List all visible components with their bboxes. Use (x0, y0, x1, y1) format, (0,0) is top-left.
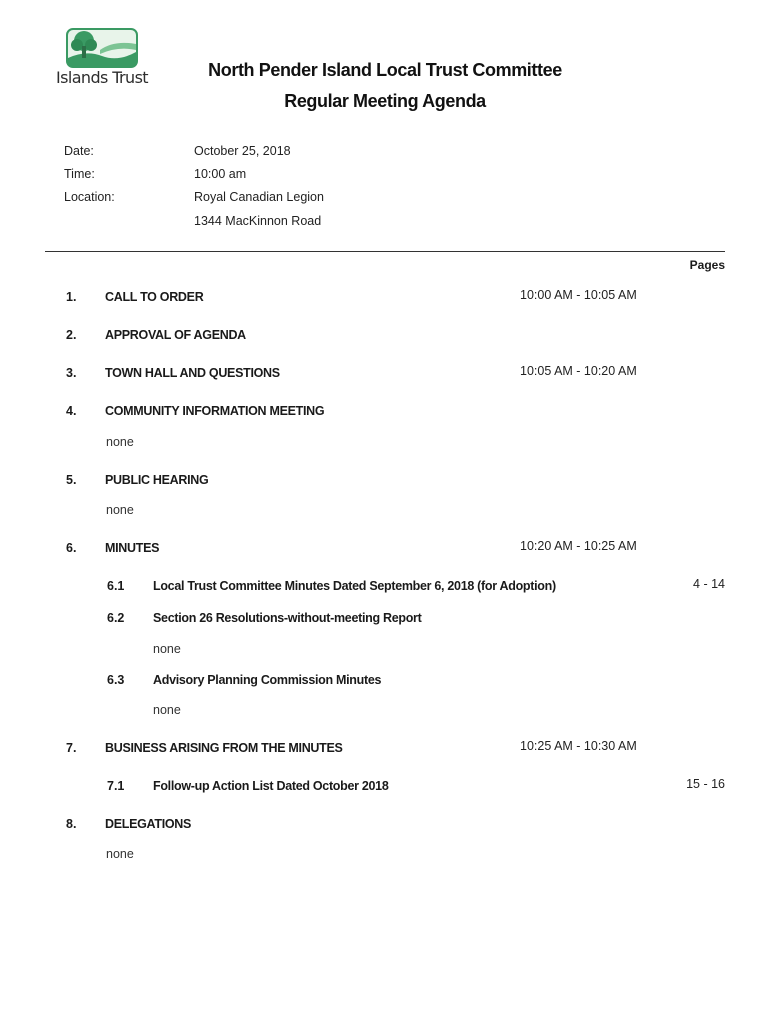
divider (45, 251, 725, 252)
agenda-item-number: 7. (66, 741, 77, 755)
time-value: 10:00 am (194, 167, 247, 181)
agenda-item-title: COMMUNITY INFORMATION MEETING (105, 404, 325, 418)
agenda-item-number: 8. (66, 817, 77, 831)
agenda-subitem-number: 7.1 (107, 779, 125, 793)
agenda-subitem-note: none (153, 642, 181, 656)
agenda-item-time: 10:20 AM - 10:25 AM (520, 539, 637, 553)
location-label: Location: (64, 190, 115, 204)
location-line1: Royal Canadian Legion (194, 190, 324, 204)
date-value: October 25, 2018 (194, 144, 291, 158)
agenda-subitem-title: Local Trust Committee Minutes Dated September 6, 2018 (for Adoption) (153, 579, 556, 593)
agenda-item-title: DELEGATIONS (105, 817, 192, 831)
agenda-item-title: APPROVAL OF AGENDA (105, 328, 246, 342)
agenda-subitem-pages: 4 - 14 (693, 577, 725, 591)
agenda-item-title: CALL TO ORDER (105, 290, 204, 304)
agenda-item-time: 10:05 AM - 10:20 AM (520, 364, 637, 378)
location-line2: 1344 MacKinnon Road (194, 214, 322, 228)
agenda-subitem-number: 6.2 (107, 611, 125, 625)
agenda-item-number: 1. (66, 290, 77, 304)
agenda-item-note: none (106, 435, 134, 449)
agenda-item-number: 4. (66, 404, 77, 418)
agenda-subitem-pages: 15 - 16 (686, 777, 725, 791)
agenda-item-title: MINUTES (105, 541, 160, 555)
agenda-subitem-title: Advisory Planning Commission Minutes (153, 673, 382, 687)
page-title: North Pender Island Local Trust Committee (208, 60, 562, 80)
agenda-item-number: 2. (66, 328, 77, 342)
agenda-subitem-note: none (153, 703, 181, 717)
logo-text: Islands Trust (56, 68, 148, 87)
agenda-item-number: 6. (66, 541, 77, 555)
page-subtitle: Regular Meeting Agenda (284, 91, 486, 111)
agenda-item-note: none (106, 503, 134, 517)
agenda-item-number: 5. (66, 473, 77, 487)
agenda-subitem-title: Section 26 Resolutions-without-meeting Report (153, 611, 422, 625)
date-label: Date: (64, 144, 94, 158)
agenda-item-note: none (106, 847, 134, 861)
agenda-item-time: 10:00 AM - 10:05 AM (520, 288, 637, 302)
agenda-item-number: 3. (66, 366, 77, 380)
agenda-item-time: 10:25 AM - 10:30 AM (520, 739, 637, 753)
agenda-subitem-number: 6.3 (107, 673, 125, 687)
pages-header: Pages (689, 258, 725, 272)
agenda-item-title: PUBLIC HEARING (105, 473, 209, 487)
agenda-subitem-title: Follow-up Action List Dated October 2018 (153, 779, 389, 793)
agenda-subitem-number: 6.1 (107, 579, 125, 593)
agenda-item-title: TOWN HALL AND QUESTIONS (105, 366, 280, 380)
agenda-item-title: BUSINESS ARISING FROM THE MINUTES (105, 741, 343, 755)
time-label: Time: (64, 167, 95, 181)
